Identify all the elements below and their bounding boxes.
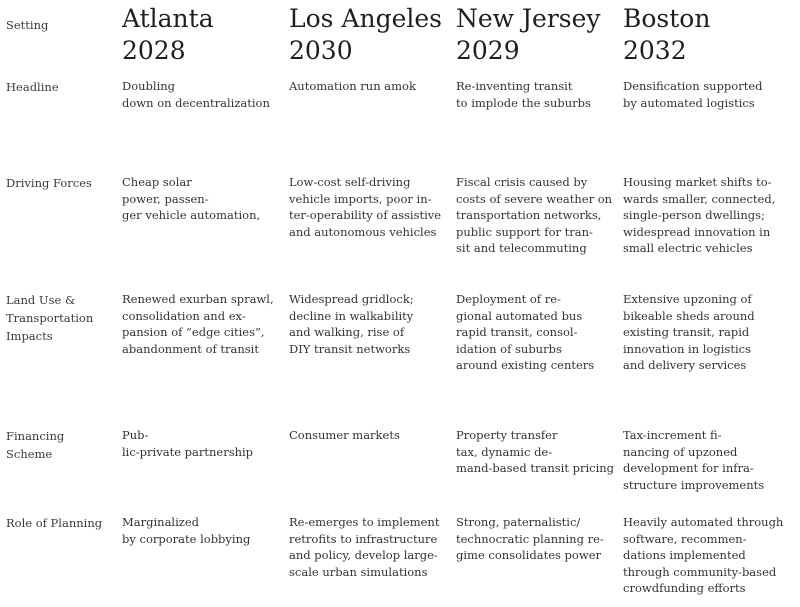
city-heading-los-angeles: Los Angeles 2030 <box>289 4 443 65</box>
cell-new-jersey-headline: Re-inventing transit to implode the suburbs <box>456 79 591 110</box>
cell-new-jersey-land-use: Deployment of re- gional automated bus rapid transit, consol- idation of suburbs around existing centers <box>456 292 595 372</box>
row-label-planning: Role of Planning <box>6 516 103 530</box>
cell-los-angeles-land-use: Widespread gridlock; decline in walkability and walking, rise of DIY transit networks <box>289 292 414 356</box>
cell-atlanta-headline: Doubling down on decentralization <box>122 79 270 110</box>
cell-new-jersey-planning: Strong, paternalistic/ technocratic planning re- gime consolidates power <box>456 515 604 562</box>
row-label-land-use: Land Use & Transportation Impacts <box>6 293 94 343</box>
cell-boston-land-use: Extensive upzoning of bikeable sheds around existing transit, rapid innovation in logistics and delivery services <box>623 292 755 372</box>
cell-new-jersey-driving-forces: Fiscal crisis caused by costs of severe weather on transportation networks, public support for tran- sit and telecommuting <box>456 175 613 255</box>
cell-new-jersey-financing: Property transfer tax, dynamic de- mand-based transit pricing <box>456 428 615 475</box>
cell-los-angeles-headline: Automation run amok <box>289 79 416 93</box>
city-heading-boston: Boston 2032 <box>623 4 711 65</box>
cell-atlanta-land-use: Renewed exurban sprawl, consolidation and ex- pansion of “edge cities”, abandonment of transit <box>122 292 274 356</box>
cell-boston-headline: Densification supported by automated logistics <box>623 79 763 110</box>
row-label-headline: Headline <box>6 80 59 94</box>
row-label-driving-forces: Driving Forces <box>6 176 92 190</box>
cell-boston-driving-forces: Housing market shifts to- wards smaller, connected, single-person dwellings; widespread innovation in small electric vehicles <box>623 175 776 255</box>
cell-los-angeles-driving-forces: Low-cost self-driving vehicle imports, poor in- ter-operability of assistive and autonomous vehicles <box>289 175 442 239</box>
cell-atlanta-financing: Pub- lic-private partnership <box>122 428 254 459</box>
cell-los-angeles-planning: Re-emerges to implement retrofits to infrastructure and policy, develop large- scale urban simulations <box>289 515 440 579</box>
row-label-financing: Financing Scheme <box>6 429 65 461</box>
cell-boston-planning: Heavily automated through software, recommen- dations implemented through community-based crowdfunding efforts <box>623 515 784 595</box>
city-heading-atlanta: Atlanta 2028 <box>122 4 214 65</box>
cell-los-angeles-financing: Consumer markets <box>289 428 400 442</box>
row-label-setting: Setting <box>6 18 49 32</box>
city-heading-new-jersey: New Jersey 2029 <box>456 4 601 65</box>
cell-atlanta-planning: Marginalized by corporate lobbying <box>122 515 251 546</box>
cell-atlanta-driving-forces: Cheap solar power, passen- ger vehicle automation, <box>122 175 261 222</box>
cell-boston-financing: Tax-increment fi- nancing of upzoned development for infra- structure improvements <box>623 428 765 492</box>
